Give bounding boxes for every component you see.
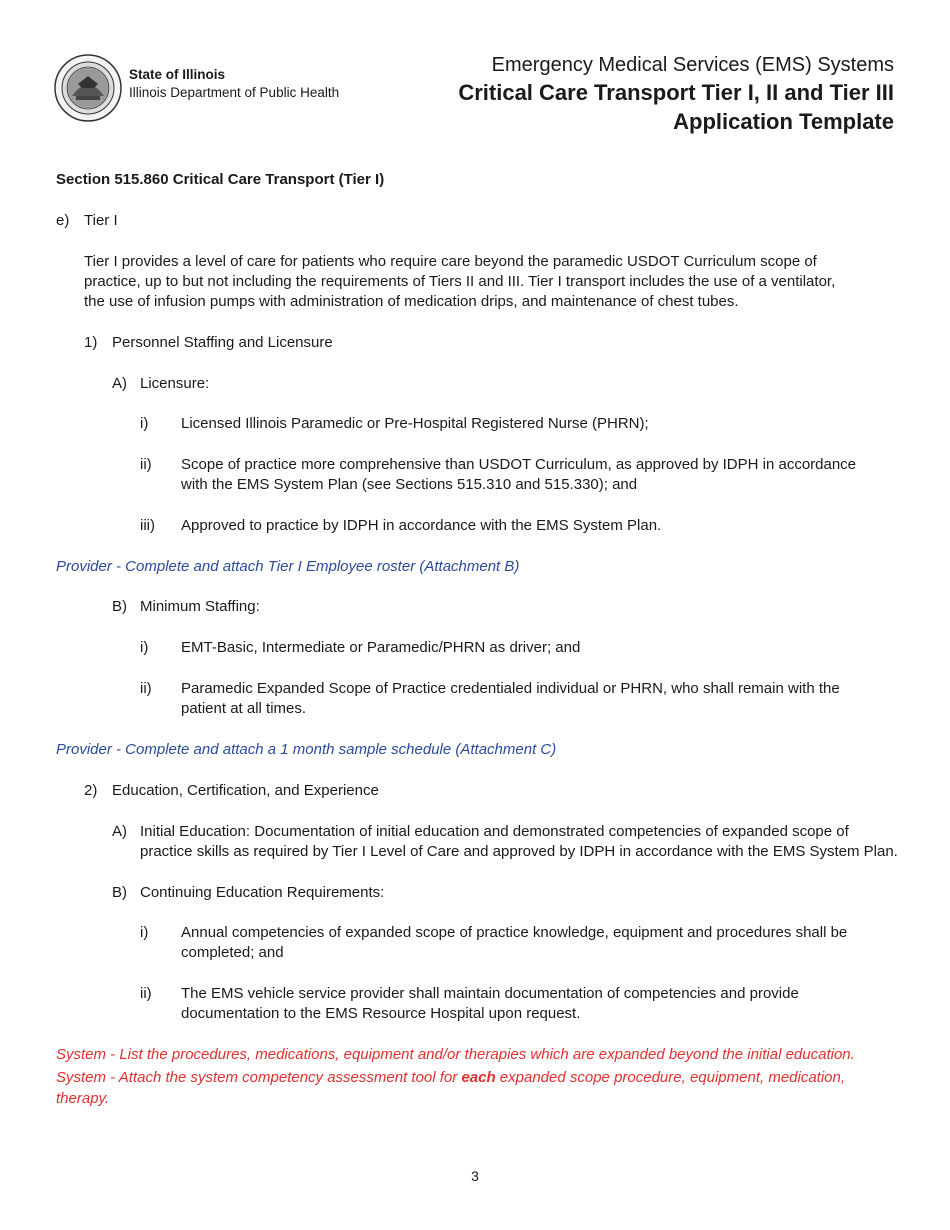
item1-b-ii-line-2: patient at all times. bbox=[181, 700, 307, 717]
item1-b-i-text: EMT-Basic, Intermediate or Paramedic/PHRN as driver; and bbox=[181, 639, 581, 656]
item1-b-ii-line-1: Paramedic Expanded Scope of Practice credentialed individual or PHRN, who shall remain with the bbox=[181, 680, 840, 697]
item2-b-ii-line-1: The EMS vehicle service provider shall maintain documentation of competencies and provide bbox=[181, 985, 799, 1002]
intro-line-2: practice, up to but not including the requirements of Tiers II and III. Tier I transport includes the use of a ventilator, bbox=[84, 273, 836, 290]
e-marker: e) bbox=[56, 212, 70, 229]
state-seal-icon bbox=[54, 54, 122, 122]
note-employee-roster: Provider - Complete and attach Tier I Employee roster (Attachment B) bbox=[56, 558, 520, 575]
page-number: 3 bbox=[471, 1168, 479, 1184]
item2-b-i-line-1: Annual competencies of expanded scope of practice knowledge, equipment and procedures shall be bbox=[181, 924, 848, 941]
item1-b-marker: B) bbox=[112, 598, 127, 615]
header-application-template: Application Template bbox=[673, 109, 894, 134]
agency-state: State of Illinois bbox=[129, 67, 226, 82]
item2-b-marker: B) bbox=[112, 884, 127, 901]
item2-a-line-2: practice skills as required by Tier I Level of Care and approved by IDPH in accordance with the EMS System Plan. bbox=[140, 843, 898, 860]
item1-b-label: Minimum Staffing: bbox=[140, 598, 260, 615]
item1-b-i-marker: i) bbox=[140, 639, 149, 656]
item2-b-ii-line-2: documentation to the EMS Resource Hospital upon request. bbox=[181, 1005, 581, 1022]
item1-a-i-marker: i) bbox=[140, 415, 149, 432]
item1-a-ii-line-2: with the EMS System Plan (see Sections 515.310 and 515.330); and bbox=[181, 476, 638, 493]
item1-a-ii-marker: ii) bbox=[140, 456, 152, 473]
header-ems-systems: Emergency Medical Services (EMS) Systems bbox=[491, 54, 894, 76]
item2-b-label: Continuing Education Requirements: bbox=[140, 884, 385, 901]
item1-label: Personnel Staffing and Licensure bbox=[112, 334, 333, 351]
note-sample-schedule: Provider - Complete and attach a 1 month sample schedule (Attachment C) bbox=[56, 741, 557, 758]
item1-a-i-text: Licensed Illinois Paramedic or Pre-Hospital Registered Nurse (PHRN); bbox=[181, 415, 649, 432]
item1-a-label: Licensure: bbox=[140, 375, 210, 392]
item2-b-ii-marker: ii) bbox=[140, 985, 152, 1002]
item2-b-i-marker: i) bbox=[140, 924, 149, 941]
item1-a-iii-marker: iii) bbox=[140, 517, 155, 534]
item2-label: Education, Certification, and Experience bbox=[112, 782, 379, 799]
system-note-attach-pre: System - Attach the system competency assessment tool for bbox=[56, 1069, 462, 1086]
item1-a-iii-text: Approved to practice by IDPH in accordance with the EMS System Plan. bbox=[181, 517, 662, 534]
item1-a-marker: A) bbox=[112, 375, 127, 392]
header-tier-title: Critical Care Transport Tier I, II and Tier III bbox=[458, 80, 894, 105]
item1-marker: 1) bbox=[84, 334, 98, 351]
system-note-attach-post: expanded scope procedure, equipment, medication, bbox=[495, 1069, 846, 1086]
item2-b-i-line-2: completed; and bbox=[181, 944, 284, 961]
system-note-list: System - List the procedures, medications, equipment and/or therapies which are expanded beyond the initial education. bbox=[56, 1046, 855, 1063]
item2-marker: 2) bbox=[84, 782, 98, 799]
agency-department: Illinois Department of Public Health bbox=[129, 85, 340, 100]
item1-b-ii-marker: ii) bbox=[140, 680, 152, 697]
item2-a-line-1: Initial Education: Documentation of initial education and demonstrated competencies of expanded scope of bbox=[140, 823, 849, 840]
item2-a-marker: A) bbox=[112, 823, 127, 840]
system-note-attach-each: each bbox=[461, 1069, 496, 1086]
section-title: Section 515.860 Critical Care Transport (Tier I) bbox=[56, 171, 385, 188]
e-label: Tier I bbox=[84, 212, 118, 229]
item1-a-ii-line-1: Scope of practice more comprehensive than USDOT Curriculum, as approved by IDPH in accordance bbox=[181, 456, 857, 473]
intro-line-3: the use of infusion pumps with administration of medication drips, and maintenance of chest tubes. bbox=[84, 293, 739, 310]
system-note-therapy: therapy. bbox=[56, 1090, 110, 1107]
intro-line-1: Tier I provides a level of care for patients who require care beyond the paramedic USDOT Curriculum scope of bbox=[84, 253, 817, 270]
system-note-attach bbox=[56, 1067, 845, 1088]
